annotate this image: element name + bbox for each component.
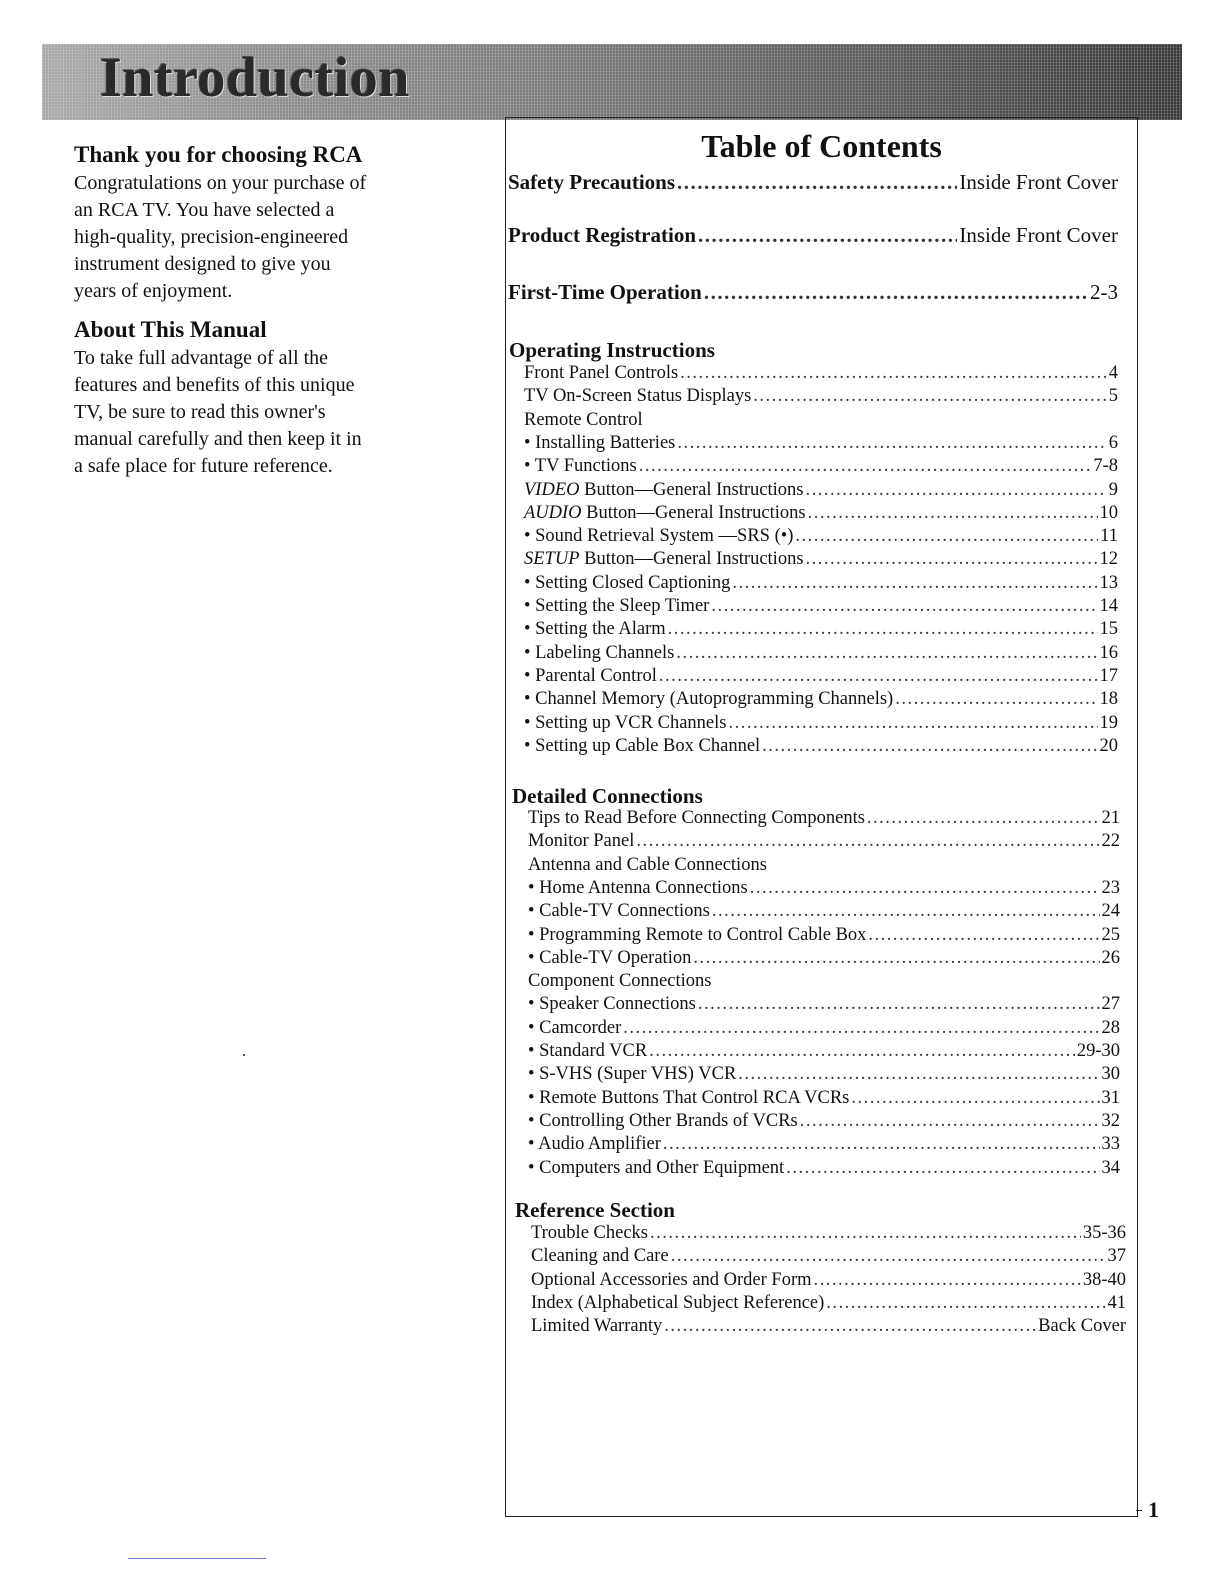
about-line: a safe place for future reference.	[74, 455, 333, 477]
toc-entry-label: TV On-Screen Status Displays	[524, 386, 752, 407]
toc-page-ref: 28	[1101, 1017, 1120, 1038]
toc-entry	[524, 736, 1118, 757]
toc-page-ref: 24	[1101, 901, 1120, 922]
toc-entry	[524, 666, 1118, 687]
toc-entry-label: • Setting the Sleep Timer	[524, 596, 710, 616]
dot-leader	[808, 503, 1098, 524]
toc-entry-button-name: AUDIO	[524, 502, 582, 523]
toc-page-ref: 10	[1099, 502, 1118, 523]
toc-page-ref: 6	[1108, 432, 1118, 453]
toc-entry-label	[524, 503, 806, 524]
dot-leader	[806, 549, 1098, 570]
toc-page-ref: 23	[1101, 877, 1120, 898]
toc-entry-label: • Setting up Cable Box Channel	[524, 735, 761, 756]
toc-page-ref: 38-40	[1082, 1269, 1126, 1290]
toc-page-ref: 19	[1099, 712, 1118, 733]
intro-column	[74, 140, 434, 480]
dot-leader	[639, 456, 1092, 477]
toc-entry	[528, 994, 1120, 1015]
toc-entry	[531, 1246, 1126, 1267]
toc-entry-label-text: Button—General Instructions	[581, 502, 806, 523]
toc-entry	[528, 1111, 1120, 1132]
toc-entry-label: • Speaker Connections	[528, 994, 696, 1015]
toc-page-ref: 30	[1101, 1064, 1120, 1085]
toc-page-ref: 29-30	[1076, 1041, 1120, 1061]
toc-entry	[531, 1223, 1126, 1244]
toc-entry	[528, 1134, 1120, 1155]
intro-line: high-quality, precision-engineered	[74, 226, 349, 248]
toc-page-ref: 41	[1107, 1292, 1126, 1313]
toc-entry-label: • Channel Memory (Autoprogramming Channels)	[524, 689, 894, 710]
dot-leader	[664, 1316, 1036, 1337]
dot-leader	[677, 433, 1106, 454]
dot-leader	[795, 526, 1098, 547]
dot-leader	[649, 1041, 1075, 1062]
toc-entry-button-name: VIDEO	[524, 479, 580, 500]
intro-line: years of enjoyment.	[74, 280, 233, 302]
toc-entry-label: • Computers and Other Equipment	[528, 1157, 785, 1178]
toc-entry-label: Front Panel Controls	[524, 363, 679, 383]
toc-main-entry	[508, 223, 1118, 248]
dot-leader	[753, 386, 1106, 407]
dot-leader	[671, 1246, 1106, 1267]
dot-leader	[680, 363, 1107, 384]
toc-page-ref: 25	[1101, 924, 1120, 945]
toc-entry	[524, 503, 1118, 524]
toc-entry-label: Safety Precautions	[508, 170, 676, 194]
toc-entry-label: • Cable-TV Operation	[528, 947, 692, 968]
toc-entry	[528, 1158, 1120, 1179]
toc-entry-label: First-Time Operation	[508, 280, 702, 304]
toc-entry	[528, 925, 1120, 946]
toc-entry-label: Index (Alphabetical Subject Reference)	[531, 1292, 825, 1313]
toc-page-ref: 27	[1101, 994, 1120, 1015]
about-manual-heading: About This Manual	[74, 317, 267, 342]
dot-leader	[636, 831, 1099, 852]
dot-leader	[895, 689, 1097, 710]
toc-title: Table of Contents	[701, 128, 942, 164]
toc-page-ref: 4	[1108, 363, 1118, 383]
dot-leader	[806, 480, 1107, 501]
toc-entry-label: • Controlling Other Brands of VCRs	[528, 1110, 798, 1131]
dot-leader	[750, 878, 1100, 899]
dot-leader	[650, 1223, 1081, 1244]
dot-leader	[693, 948, 1099, 969]
toc-entry	[528, 1088, 1120, 1109]
toc-entry-subheading: Component Connections	[528, 971, 712, 992]
toc-entry	[524, 433, 1118, 454]
toc-entry	[528, 878, 1120, 899]
toc-entry	[524, 386, 1118, 407]
dot-leader	[668, 619, 1098, 640]
toc-entry	[531, 1316, 1126, 1337]
toc-entry-label: • TV Functions	[524, 456, 637, 477]
dot-leader	[676, 643, 1097, 664]
page-title: Introduction	[100, 47, 410, 109]
toc-page-ref: 7-8	[1093, 456, 1118, 477]
toc-entry	[524, 713, 1118, 734]
dot-leader	[623, 1018, 1099, 1039]
toc-entry-label: • S-VHS (Super VHS) VCR	[528, 1064, 737, 1085]
toc-entry-label: • Parental Control	[524, 665, 657, 686]
dot-leader	[711, 596, 1097, 617]
toc-page-ref: Inside Front Cover	[959, 223, 1118, 247]
toc-entry	[528, 1041, 1120, 1062]
toc-entry-label: • Programming Remote to Control Cable Box	[528, 924, 867, 945]
toc-entry	[531, 1270, 1126, 1291]
toc-entry	[524, 549, 1118, 570]
toc-page-ref: 9	[1108, 479, 1118, 500]
toc-entry-label: • Sound Retrieval System —SRS (•)	[524, 526, 794, 547]
toc-entry	[528, 948, 1120, 969]
toc-entry-label: • Remote Buttons That Control RCA VCRs	[528, 1087, 850, 1108]
dot-leader	[712, 901, 1100, 922]
toc-entry	[528, 808, 1120, 829]
box-corner-mark	[1136, 1510, 1142, 1511]
dot-leader	[732, 573, 1097, 594]
bottom-rule	[128, 1558, 266, 1559]
toc-page-ref: 31	[1101, 1087, 1120, 1108]
toc-entry-label	[524, 480, 804, 501]
toc-entry-label: • Setting Closed Captioning	[524, 572, 731, 593]
dot-leader	[698, 223, 957, 248]
about-line: TV, be sure to read this owner's	[74, 401, 326, 423]
dot-leader	[814, 1270, 1081, 1291]
toc-entry-label: Optional Accessories and Order Form	[531, 1269, 812, 1290]
intro-line: Congratulations on your purchase of	[74, 172, 367, 194]
toc-page-ref: Inside Front Cover	[959, 170, 1118, 194]
toc-section-heading: Reference Section	[515, 1198, 675, 1222]
intro-line: instrument designed to give you	[74, 253, 331, 275]
toc-page-ref: 37	[1107, 1246, 1126, 1267]
toc-entry	[528, 831, 1120, 852]
dot-leader	[659, 666, 1098, 687]
scan-speck	[243, 1054, 245, 1056]
page-number: 1	[1148, 1497, 1159, 1522]
dot-leader	[867, 808, 1100, 829]
toc-entry-label: • Camcorder	[528, 1017, 622, 1038]
toc-entry-label: Product Registration	[508, 223, 697, 247]
toc-page-ref: 18	[1099, 689, 1118, 710]
toc-page-ref: 22	[1101, 831, 1120, 852]
toc-entry-label	[524, 549, 804, 570]
toc-entry-label: Cleaning and Care	[531, 1246, 669, 1267]
thank-you-heading: Thank you for choosing RCA	[74, 142, 363, 167]
toc-page-ref: 5	[1108, 386, 1118, 407]
toc-entry	[524, 526, 1118, 547]
toc-entry-label: • Home Antenna Connections	[528, 877, 748, 898]
toc-entry-subheading: Antenna and Cable Connections	[528, 854, 767, 875]
table-of-contents	[505, 117, 1138, 1517]
toc-page-ref: 26	[1101, 947, 1120, 968]
toc-page-ref: 32	[1101, 1110, 1120, 1131]
toc-entry-subheading: Remote Control	[524, 409, 643, 430]
toc-page-ref: 16	[1099, 642, 1118, 663]
about-line: features and benefits of this unique	[74, 374, 355, 396]
toc-page-ref: 2-3	[1090, 280, 1118, 304]
toc-entry-label: • Setting the Alarm	[524, 619, 666, 640]
toc-page-ref: 15	[1099, 619, 1118, 640]
toc-entry	[528, 1064, 1120, 1085]
toc-entry	[524, 619, 1118, 640]
dot-leader	[738, 1064, 1099, 1085]
toc-page-ref: 17	[1099, 665, 1118, 686]
toc-section-heading: Detailed Connections	[512, 784, 703, 808]
toc-page-ref: 21	[1101, 808, 1120, 828]
toc-entry	[528, 901, 1120, 922]
toc-page-ref: 35-36	[1082, 1223, 1126, 1243]
toc-entry	[528, 1018, 1120, 1039]
toc-page-ref: 20	[1099, 735, 1118, 756]
toc-entry	[524, 573, 1118, 594]
dot-leader	[677, 170, 957, 195]
toc-page-ref: Back Cover	[1038, 1316, 1126, 1337]
toc-entry	[524, 456, 1118, 477]
toc-page-ref: 12	[1099, 549, 1118, 570]
header-banner	[42, 44, 1182, 120]
toc-entry-label: • Labeling Channels	[524, 642, 675, 663]
toc-entry	[531, 1293, 1126, 1314]
toc-page-ref: 33	[1101, 1134, 1120, 1155]
toc-page-ref: 14	[1099, 596, 1118, 616]
dot-leader	[800, 1111, 1100, 1132]
toc-entry-button-name: SETUP	[524, 549, 580, 570]
toc-page-ref: 34	[1101, 1157, 1120, 1178]
toc-entry-label-text: Button—General Instructions	[579, 479, 804, 500]
toc-entry-label: • Installing Batteries	[524, 432, 676, 453]
toc-entry-label: Monitor Panel	[528, 831, 635, 852]
dot-leader	[698, 994, 1100, 1015]
dot-leader	[762, 736, 1097, 757]
toc-entry	[524, 363, 1118, 384]
dot-leader	[704, 280, 1088, 305]
toc-entry-label-text: Button—General Instructions	[579, 549, 804, 570]
dot-leader	[663, 1134, 1100, 1155]
about-line: To take full advantage of all the	[74, 347, 329, 369]
about-line: manual carefully and then keep it in	[74, 428, 362, 450]
dot-leader	[868, 925, 1099, 946]
toc-section-heading: Operating Instructions	[509, 338, 715, 362]
toc-entry	[524, 643, 1118, 664]
toc-page-ref: 11	[1100, 526, 1118, 547]
dot-leader	[851, 1088, 1099, 1109]
toc-main-entry	[508, 170, 1118, 195]
toc-entry-label: Tips to Read Before Connecting Components	[528, 808, 865, 828]
toc-entry-label: Limited Warranty	[531, 1316, 663, 1337]
toc-entry	[524, 596, 1118, 617]
dot-leader	[826, 1293, 1105, 1314]
toc-entry-label: • Cable-TV Connections	[528, 901, 710, 922]
toc-entry-label: • Setting up VCR Channels	[524, 712, 727, 733]
toc-entry-label: • Audio Amplifier	[528, 1134, 661, 1155]
intro-line: an RCA TV. You have selected a	[74, 199, 335, 221]
toc-page-ref: 13	[1099, 572, 1118, 593]
toc-entry-label: • Standard VCR	[528, 1041, 648, 1061]
dot-leader	[728, 713, 1097, 734]
toc-entry-label: Trouble Checks	[531, 1223, 648, 1243]
toc-entry	[524, 689, 1118, 710]
toc-main-entry	[508, 280, 1118, 305]
dot-leader	[786, 1158, 1099, 1179]
toc-entry	[524, 480, 1118, 501]
